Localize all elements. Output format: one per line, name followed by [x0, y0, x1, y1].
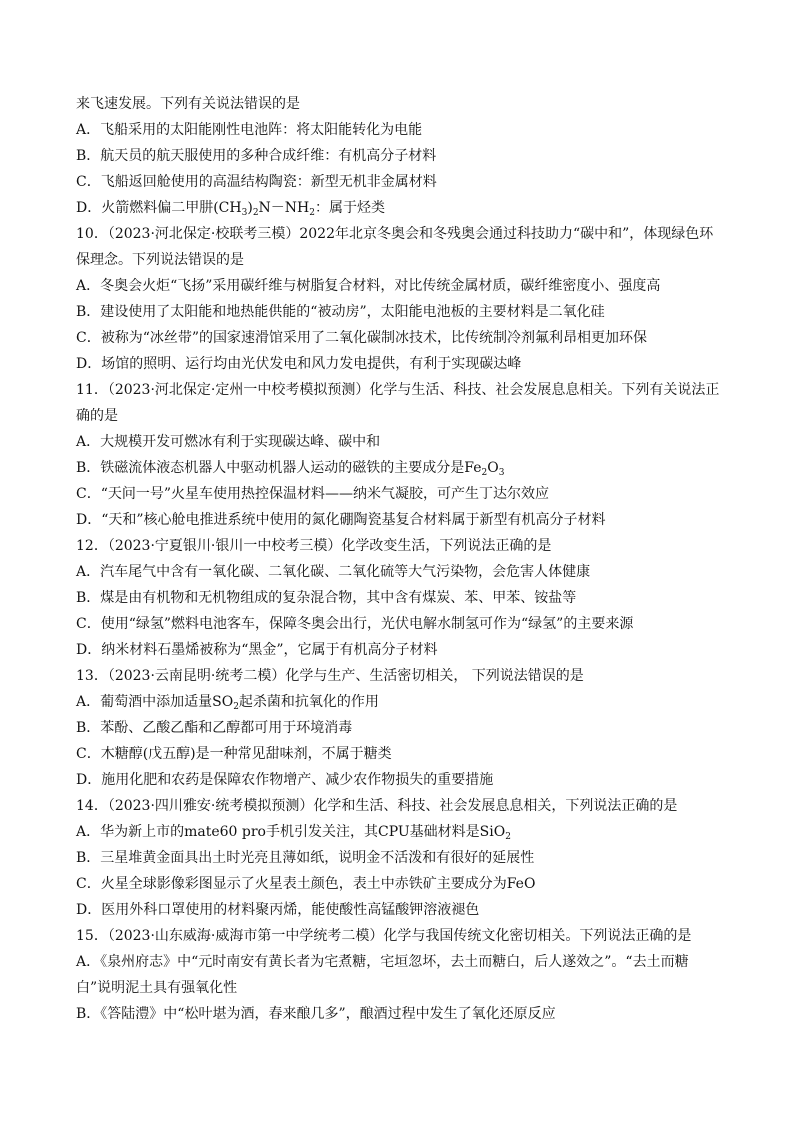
- option-line: D．医用外科口罩使用的材料聚丙烯，能使酸性高锰酸钾溶液褪色: [76, 902, 480, 918]
- option-line: B．航天员的航天服使用的多种合成纤维：有机高分子材料: [76, 148, 437, 164]
- question-line: 10．（2023·河北保定·校联考三模）2022年北京冬奥会和冬残奥会通过科技助力“碳中和”，体现绿色环: [76, 226, 714, 242]
- question-line: 12．（2023·宁夏银川·银川一中校考三模）化学改变生活，下列说法正确的是: [76, 538, 552, 554]
- option-line: A．《泉州府志》中“元时南安有黄长者为宅煮糖，宅垣忽坏，去土而糖白，后人遂效之”。“去土而糖: [76, 954, 689, 970]
- option-line: D．场馆的照明、运行均由光伏发电和风力发电提供，有利于实现碳达峰: [76, 356, 522, 372]
- option-line: A．冬奥会火炬“飞扬”采用碳纤维与树脂复合材料，对比传统金属材质，碳纤维密度小、强度高: [76, 278, 661, 294]
- option-line: C．火星全球影像彩图显示了火星表土颜色，表土中赤铁矿主要成分为FeO: [76, 876, 536, 892]
- option-line: B．《答陆澧》中“松叶堪为酒，春来酿几多”，酿酒过程中发生了氧化还原反应: [76, 1006, 556, 1022]
- option-line: B．煤是由有机物和无机物组成的复杂混合物，其中含有煤炭、苯、甲苯、铵盐等: [76, 590, 577, 606]
- question-line: 14．（2023·四川雅安·统考模拟预测）化学和生活、科技、社会发展息息相关，下列说法正确的是: [76, 798, 678, 814]
- option-line: C．被称为“冰丝带”的国家速滑馆采用了二氧化碳制冰技术，比传统制冷剂氟利昂相更加环保: [76, 330, 648, 346]
- option-line: C．使用“绿氢”燃料电池客车，保障冬奥会出行，光伏电解水制氢可作为“绿氢”的主要来源: [76, 616, 634, 632]
- option-line: C．木糖醇(戊五醇)是一种常见甜味剂，不属于糖类: [76, 746, 392, 762]
- option-line: A．汽车尾气中含有一氧化碳、二氧化碳、二氧化硫等大气污染物，会危害人体健康: [76, 564, 591, 580]
- option-line: D．火箭燃料偏二甲肼$(CH_3)_2N-NH_2$：属于烃类: [76, 200, 385, 218]
- option-line: A．飞船采用的太阳能刚性电池阵：将太阳能转化为电能: [76, 122, 423, 138]
- option-line: A．大规模开发可燃冰有利于实现碳达峰、碳中和: [76, 434, 381, 450]
- option-line: A．华为新上市的mate60 pro手机引发关注，其CPU基础材料是SiO$_2$: [76, 824, 511, 842]
- option-line: D．纳米材料石墨烯被称为“黑金”，它属于有机高分子材料: [76, 642, 438, 658]
- option-line: B．建设使用了太阳能和地热能供能的“被动房”，太阳能电池板的主要材料是二氧化硅: [76, 304, 605, 320]
- question-line: 15．（2023·山东威海·威海市第一中学统考二模）化学与我国传统文化密切相关。下列说法正确的是: [76, 928, 692, 944]
- question-line: 11．（2023·河北保定·定州一中校考模拟预测）化学与生活、科技、社会发展息息相关。下列有关说法正: [76, 382, 720, 398]
- option-line: B．三星堆黄金面具出土时光亮且薄如纸，说明金不活泼和有很好的延展性: [76, 850, 535, 866]
- text-line: 来飞速发展。下列有关说法错误的是: [76, 96, 300, 112]
- option-line: C．飞船返回舱使用的高温结构陶瓷：新型无机非金属材料: [76, 174, 437, 190]
- question-line: 13．（2023·云南昆明·统考二模）化学与生产、生活密切相关， 下列说法错误的是: [76, 668, 584, 684]
- option-line: C．“天问一号”火星车使用热控保温材料——纳米气凝胶，可产生丁达尔效应: [76, 486, 550, 502]
- option-line: B．铁磁流体液态机器人中驱动机器人运动的磁铁的主要成分是$Fe_2O_3$: [76, 460, 505, 478]
- question-line: 确的是: [76, 408, 118, 424]
- option-line: B．苯酚、乙酸乙酯和乙醇都可用于环境消毒: [76, 720, 353, 736]
- option-line: D．施用化肥和农药是保障农作物增产、减少农作物损失的重要措施: [76, 772, 494, 788]
- question-line: 保理念。下列说法错误的是: [76, 252, 244, 268]
- option-line: D．“天和”核心舱电推进系统中使用的氮化硼陶瓷基复合材料属于新型有机高分子材料: [76, 512, 606, 528]
- option-line: 白”说明泥土具有强氧化性: [76, 980, 238, 996]
- option-line: A．葡萄酒中添加适量$SO_2$起杀菌和抗氧化的作用: [76, 694, 379, 712]
